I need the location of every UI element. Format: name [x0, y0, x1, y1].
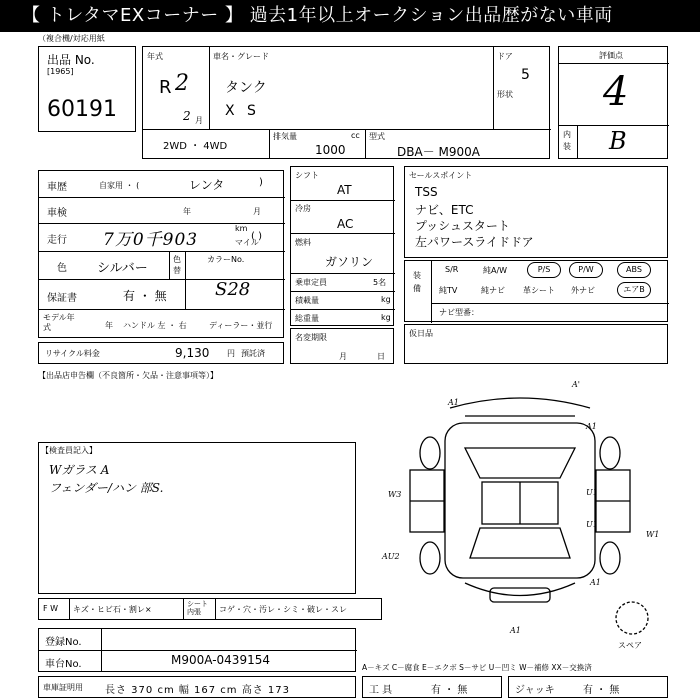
equip-aw: 純A/W: [483, 266, 508, 275]
equip-sr: S/R: [445, 265, 459, 274]
jack-label: ジャッキ: [515, 685, 555, 696]
registration-box: [38, 628, 356, 672]
mileage-value: 7万0千903: [103, 230, 199, 250]
arrival-box: [404, 324, 668, 364]
equip-tv: 純TV: [439, 286, 458, 295]
mileage-paren: ( ): [251, 231, 262, 242]
name-change-label: 名変期限: [295, 333, 327, 342]
front-right-wheel: [600, 437, 620, 469]
fuel-value: ガソリン: [325, 255, 374, 269]
year-era: R: [159, 77, 172, 98]
color-value: シルバー: [97, 261, 148, 276]
equip-ps: P/S: [527, 262, 561, 278]
certificate-digits: 長さ 370 cm 幅 167 cm 高さ 173: [105, 685, 290, 696]
name-change-month: 月: [339, 352, 347, 361]
tools-box: [362, 676, 502, 698]
capacity-value: 5名: [373, 278, 387, 287]
spec-table: [290, 166, 394, 326]
jack-box: [508, 676, 668, 698]
front-bumper: [450, 398, 590, 408]
recycle-value: 9,130: [175, 346, 210, 360]
mark-left-rear: AU2: [382, 552, 400, 561]
model-name: タンク: [225, 80, 267, 96]
equip-airbag: エアB: [617, 282, 651, 298]
mileage-unit-km: km: [235, 224, 248, 233]
history-options: 自家用 ・ (: [99, 181, 140, 190]
equipment-label: 装備: [413, 271, 421, 293]
mark-right-edge: W1: [646, 530, 660, 539]
nav-model-label: ナビ型番：: [439, 308, 479, 317]
sales-point-3: プッシュスタート: [415, 219, 510, 233]
equip-leather: 革シート: [523, 286, 555, 295]
sales-point-4: 左パワースライドドア: [415, 235, 534, 249]
load-unit: kg: [381, 295, 391, 304]
doors-label: ドア: [497, 52, 513, 61]
certificate-box: [38, 676, 356, 698]
tools-label: 工 具: [369, 685, 393, 696]
rear-right-wheel: [600, 542, 620, 574]
mark-right-rear: A1: [590, 578, 601, 587]
equip-abs: ABS: [617, 262, 651, 278]
mark-right-side-1: U1: [586, 488, 598, 497]
type-value: DBA－ M900A: [397, 145, 480, 159]
ac-label: 冷房: [295, 204, 311, 213]
car-damage-diagram: [370, 378, 670, 648]
gross-unit: kg: [381, 313, 391, 322]
model-year-label: モデル年式: [43, 313, 75, 332]
model-year-year: 年: [105, 321, 113, 330]
displacement-value: 1000: [315, 143, 346, 157]
damage-row: [38, 598, 382, 620]
inspection-year: 年: [183, 207, 191, 216]
inspector-label: 【検査員記入】: [41, 446, 97, 455]
year-month: 2: [183, 109, 191, 123]
year-value: 2: [175, 71, 189, 96]
interior-value: B: [609, 127, 627, 155]
color-code-value: S28: [215, 279, 251, 300]
header-banner: 【 トレタマEXコーナー 】 過去1年以上オークション出品歴がない車両: [0, 0, 700, 32]
shift-value: AT: [337, 183, 352, 197]
color-change-label: 色替: [173, 255, 181, 275]
model-label: 車名・グレード: [213, 52, 269, 61]
model-grade: X S: [225, 103, 260, 119]
shift-label: シフト: [295, 171, 319, 180]
spare-label: スペア: [618, 641, 642, 650]
gross-label: 総重量: [295, 314, 319, 323]
sales-points-box: [404, 166, 668, 258]
inspector-line-2: フェンダー/ハン 部S.: [49, 481, 164, 495]
color-label: 色: [57, 263, 67, 274]
mark-left-side: W3: [388, 490, 402, 499]
doors-value: 5: [521, 67, 530, 83]
vehicle-info-box: [142, 46, 550, 159]
history-value: レンタ: [189, 178, 225, 192]
equipment-box: [404, 260, 668, 322]
sales-points-label: セールスポイント: [409, 171, 473, 180]
mark-rear: A1: [510, 626, 521, 635]
load-label: 積載量: [295, 296, 319, 305]
dealer-field: ディーラー・並行: [209, 321, 273, 330]
mark-front-right: A': [572, 380, 580, 389]
capacity-label: 乗車定員: [295, 278, 327, 287]
certificate-label: 車庫証明用: [43, 683, 83, 692]
recycle-unit: 円: [227, 349, 235, 358]
inspector-line-1: Wガラス A: [49, 463, 110, 477]
warranty-value: 有 ・ 無: [123, 289, 167, 303]
mileage-label: 走行: [47, 235, 67, 246]
score-box: [558, 46, 668, 159]
lot-label: 出品 No.: [47, 53, 95, 67]
registration-label: 登録No.: [45, 637, 82, 648]
history-close: ): [259, 177, 263, 188]
damage-scratch: キズ・ヒビ石・割レ×: [73, 605, 152, 614]
year-label: 年式: [147, 52, 163, 61]
spare-tire: [616, 602, 648, 634]
ac-value: AC: [337, 217, 354, 231]
chassis-value: M900A-0439154: [171, 653, 270, 667]
interior-label: 内装: [563, 130, 571, 151]
damage-seat: シート内張: [187, 600, 208, 616]
mark-right-front: A1: [586, 422, 597, 431]
jack-value: 有 ・ 無: [583, 685, 620, 696]
sales-point-1: TSS: [415, 185, 438, 199]
sales-point-2: ナビ、ETC: [415, 203, 474, 217]
recycle-box: [38, 342, 284, 364]
color-code-label: カラーNo.: [207, 255, 245, 264]
displacement-label: 排気量: [273, 132, 297, 141]
fuel-label: 燃料: [295, 238, 311, 247]
mileage-unit-mile: マイル: [235, 238, 259, 247]
damage-dirt: コゲ・穴・汚レ・シミ・破レ・スレ: [219, 605, 347, 614]
score-label: 評価点: [599, 51, 623, 60]
declaration-heading: 【出品店申告欄（不良箇所・欠品・注意事項等）】: [38, 371, 218, 380]
arrival-label: 仮日品: [409, 329, 433, 338]
front-left-wheel: [420, 437, 440, 469]
history-label: 車歴: [47, 182, 67, 193]
mark-front-a1: A1: [448, 398, 459, 407]
drive-type: 2WD ・ 4WD: [163, 141, 228, 152]
equip-pw: P/W: [569, 262, 603, 278]
name-change-box: [290, 328, 394, 364]
mark-right-side-2: U1: [586, 520, 598, 529]
displacement-unit: cc: [351, 131, 360, 140]
inspection-label: 車検: [47, 208, 67, 219]
equip-navi: 純ナビ: [481, 286, 505, 295]
lot-code: [1965]: [47, 67, 74, 76]
shape-label: 形状: [497, 90, 513, 99]
rear-left-wheel: [420, 542, 440, 574]
lot-number: 60191: [47, 97, 117, 122]
recycle-note: 預託済: [241, 349, 265, 358]
year-month-unit: 月: [195, 116, 203, 125]
type-label: 型式: [369, 132, 385, 141]
tools-value: 有 ・ 無: [431, 685, 468, 696]
inspector-box: [38, 442, 356, 594]
top-note: （複合機/対応用紙: [38, 34, 105, 43]
inspection-month: 月: [253, 207, 261, 216]
rear-bumper: [465, 583, 575, 596]
damage-fw: F W: [43, 604, 59, 613]
name-change-day: 日: [377, 352, 385, 361]
warranty-label: 保証書: [47, 293, 77, 304]
chassis-label: 車台No.: [45, 659, 82, 670]
lot-box: [38, 46, 136, 132]
handle-field: ハンドル 左 ・ 右: [123, 321, 187, 330]
details-table: [38, 170, 284, 338]
score-value: 4: [603, 69, 629, 115]
damage-legend: A－キズ C－腐食 E－エクボ S－サビ U－凹ミ W－補修 XX－交換済: [362, 663, 592, 672]
recycle-label: リサイクル料金: [45, 349, 100, 358]
equip-ext-navi: 外ナビ: [571, 286, 595, 295]
